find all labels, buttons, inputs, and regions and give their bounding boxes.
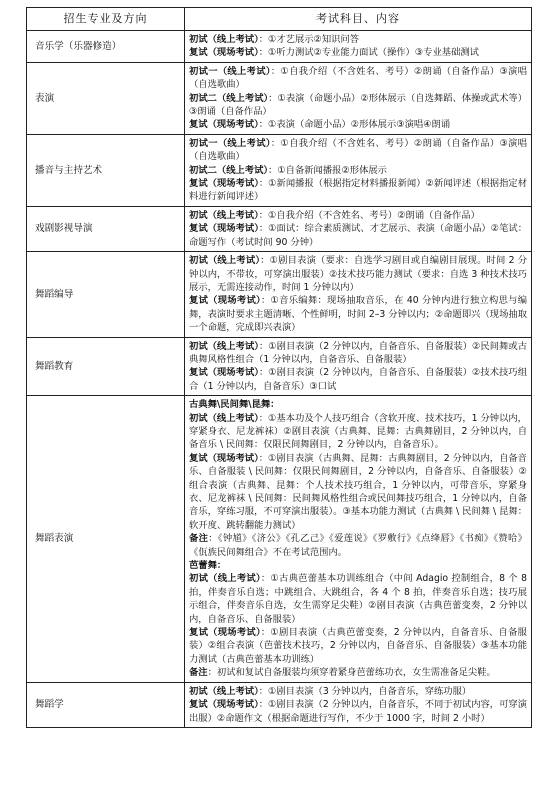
exam-stage-label: 复试（现场考试） bbox=[189, 295, 261, 307]
exam-content-text: ：①表演（命题小品）②形体展示（自选舞蹈、体操或武术等）③朗诵（自备作品） bbox=[189, 92, 527, 118]
table-row bbox=[27, 134, 532, 206]
exam-stage-label: 备注 bbox=[189, 533, 209, 545]
exam-line bbox=[189, 626, 527, 666]
exam-content-text: ：①表演（命题小品）②形体展示③演唱④朗诵 bbox=[258, 119, 451, 131]
table-row bbox=[27, 252, 532, 337]
exam-content-text: ：①自我介绍（不含姓名、考号）②朗诵（自备作品） bbox=[258, 209, 480, 221]
exam-stage-label: 复试（现场考试） bbox=[189, 223, 259, 235]
exam-content-text: ：①自我介绍（不含姓名、考号）②朗诵（自备作品）③演唱（自选歌曲） bbox=[189, 65, 527, 91]
exam-content-text: ：①古典芭蕾基本功训练组合（中间 Adagio 控制组合，8 个 8 拍，伴奏音乐自选；中跳组合、大跳组合，各 4 个 8 拍，伴奏音乐自选；技巧展示组合，伴奏音乐自选，女生需穿足尖鞋）②剧目表演（古典芭蕾变奏，2 分钟以内，自备音乐、自备服装） bbox=[189, 573, 528, 625]
table-row bbox=[27, 62, 532, 134]
exam-line bbox=[189, 209, 527, 222]
exam-line bbox=[189, 572, 527, 626]
exam-content-text: ：①新闻播报（根据指定材料播报新闻）②新闻评述（根据指定材料进行新闻评述） bbox=[189, 178, 527, 203]
content-cell bbox=[185, 62, 532, 134]
major-cell: 戏剧影视导演 bbox=[27, 206, 185, 251]
major-cell: 舞蹈表演 bbox=[27, 396, 185, 683]
subsection-heading: 古典舞\民间舞\昆舞： bbox=[189, 399, 280, 411]
exam-line bbox=[189, 33, 527, 46]
exam-stage-label: 复试（现场考试） bbox=[189, 119, 259, 131]
exam-line bbox=[189, 222, 527, 249]
table-row bbox=[27, 31, 532, 63]
exam-stage-label: 初试（线上考试） bbox=[189, 255, 261, 267]
major-cell: 表演 bbox=[27, 62, 185, 134]
exam-content-text: ：初试和复试自备服装均须穿着紧身芭蕾练功衣，女生需准备足尖鞋。 bbox=[207, 667, 496, 679]
exam-content-text: ：①音乐编舞：现场抽取音乐，在 40 分钟内进行独立构思与编舞，表演时要求主题清晰、个性鲜明，时间 2–3 分钟以内；②命题即兴（现场抽取一个命题，完成即兴表演） bbox=[189, 295, 527, 334]
table-row bbox=[27, 337, 532, 396]
major-cell: 舞蹈教育 bbox=[27, 337, 185, 396]
exam-content-text: ：①剧目表演（2 分钟以内，自备音乐、自备服装）②技术技巧组合（1 分钟以内，自备音乐）③口试 bbox=[189, 367, 527, 392]
exam-content-text: ：《钟馗》《济公》《孔乙己》《爱莲说》《罗敷行》《点绛唇》《书痴》《赞哈》《佤族民间舞组合》不在考试范围内。 bbox=[189, 533, 527, 558]
exam-stage-label: 初试二（线上考试） bbox=[189, 164, 269, 176]
admission-exam-table bbox=[26, 7, 532, 728]
exam-stage-label: 初试（线上考试） bbox=[189, 340, 259, 352]
content-cell bbox=[185, 31, 532, 63]
exam-line bbox=[189, 294, 527, 334]
exam-stage-label: 初试一（线上考试） bbox=[189, 137, 271, 149]
exam-line bbox=[189, 666, 527, 679]
table-body bbox=[27, 31, 532, 728]
exam-line bbox=[189, 340, 527, 367]
exam-line bbox=[189, 137, 527, 164]
exam-content-text: ：①才艺展示②知识问答 bbox=[258, 34, 360, 45]
exam-content-text: ：①剧目表演（2 分钟以内，自备音乐、自备服装）②民间舞或古典舞风格性组合（1 分钟以内，自备音乐、自备服装） bbox=[189, 340, 527, 365]
exam-stage-label: 复试（现场考试） bbox=[189, 627, 261, 639]
exam-content-text: ：①面试：综合素质测试、才艺展示、表演（命题小品）②笔试：命题写作（考试时间 90 分钟） bbox=[189, 223, 527, 248]
exam-line bbox=[189, 164, 527, 177]
table-header-row bbox=[27, 8, 532, 31]
exam-content-text: ：①剧目表演（古典舞、昆舞：古典舞剧目，2 分钟以内，自备音乐、自备服装 \ 民间舞：仅限民间舞剧目，2 分钟以内，自备音乐、自备服装）②组合表演（古典舞、昆舞：个人技术技巧组合，1 分钟以内，可带音乐，穿紧身衣、尼龙裤袜 \ 民间舞：民间舞风格性组合或民间舞技巧组合，1 分钟以内，自备音乐，穿练习服，不可穿演出服装）。③基本功能力测试（古典舞 \ 民间舞 \ 昆舞：软开度、跳转翻能力测试） bbox=[189, 452, 527, 531]
content-cell bbox=[185, 206, 532, 251]
exam-line bbox=[189, 685, 527, 698]
exam-stage-label: 复试（现场考试） bbox=[189, 178, 259, 190]
exam-stage-label: 复试（现场考试） bbox=[189, 47, 259, 59]
exam-content-text: ：①剧目表演（要求：自选学习剧目或自编剧目展现。时间 2 分钟以内，不带妆，可穿演出服装）②技术技巧能力测试（要求：自选 3 种技术技巧展示，无需连接动作，时间 1 分钟以内） bbox=[189, 255, 527, 293]
exam-line bbox=[189, 46, 527, 59]
content-cell bbox=[185, 396, 532, 683]
exam-stage-label: 初试（线上考试） bbox=[189, 412, 259, 424]
major-cell: 舞蹈学 bbox=[27, 682, 185, 727]
exam-stage-label: 备注 bbox=[189, 667, 208, 679]
exam-stage-label: 初试一（线上考试） bbox=[189, 65, 271, 77]
exam-line bbox=[189, 65, 527, 92]
content-cell bbox=[185, 337, 532, 396]
exam-content-text: ：①剧目表演（3 分钟以内，自备音乐，穿练功服） bbox=[258, 685, 472, 697]
table-row bbox=[27, 206, 532, 251]
exam-line bbox=[189, 698, 527, 725]
exam-stage-label: 初试（线上考试） bbox=[189, 573, 261, 585]
exam-line bbox=[189, 412, 527, 452]
exam-line bbox=[189, 177, 527, 204]
exam-line bbox=[189, 452, 527, 532]
major-cell: 播音与主持艺术 bbox=[27, 134, 185, 206]
table-row bbox=[27, 396, 532, 683]
header-content: 考试科目、内容 bbox=[185, 8, 532, 31]
exam-stage-label: 初试（线上考试） bbox=[189, 34, 259, 45]
exam-stage-label: 复试（现场考试） bbox=[189, 452, 259, 464]
exam-line bbox=[189, 118, 527, 131]
subsection-heading: 芭蕾舞： bbox=[189, 560, 227, 572]
major-cell: 音乐学（乐器修造） bbox=[27, 31, 185, 63]
exam-stage-label: 复试（现场考试） bbox=[189, 699, 259, 711]
exam-line bbox=[189, 366, 527, 393]
exam-content-text: ：①剧目表演（2 分钟以内，自备音乐，不同于初试内容，可穿演出服）②命题作文（根据命题进行写作，不少于 1000 字，时间 2 小时） bbox=[189, 699, 527, 724]
exam-stage-label: 复试（现场考试） bbox=[189, 367, 259, 379]
content-cell bbox=[185, 252, 532, 337]
exam-content-text: ：①听力测试②专业能力面试（操作）③专业基础测试 bbox=[258, 47, 479, 59]
exam-content-text: ：①自我介绍（不含姓名、考号）②朗诵（自备作品）③演唱（自选歌曲） bbox=[189, 137, 527, 163]
header-major: 招生专业及方向 bbox=[27, 8, 185, 31]
exam-line bbox=[189, 532, 527, 559]
exam-content-text: ：①基本功及个人技巧组合（含软开度、技术技巧，1 分钟以内，穿紧身衣、尼龙裤袜）②剧目表演（古典舞、昆舞：古典舞剧目，2 分钟以内，自备音乐 \ 民间舞：仅限民间舞剧目，2 分钟以内，自备音乐）。 bbox=[189, 412, 527, 451]
exam-content-text: ：①剧目表演（古典芭蕾变奏，2 分钟以内，自备音乐、自备服装）②组合表演（芭蕾技术技巧，2 分钟以内，自备音乐、自备服装）③基本功能力测试（古典芭蕾基本功训练） bbox=[189, 627, 527, 665]
content-cell bbox=[185, 682, 532, 727]
exam-stage-label: 初试二（线上考试） bbox=[189, 92, 269, 104]
content-cell bbox=[185, 134, 532, 206]
exam-content-text: ：①自备新闻播报②形体展示 bbox=[268, 164, 387, 176]
exam-line bbox=[189, 92, 527, 119]
exam-stage-label: 初试（线上考试） bbox=[189, 685, 259, 697]
table-row bbox=[27, 682, 532, 727]
exam-stage-label: 初试（线上考试） bbox=[189, 209, 259, 221]
exam-line bbox=[189, 254, 527, 294]
major-cell: 舞蹈编导 bbox=[27, 252, 185, 337]
